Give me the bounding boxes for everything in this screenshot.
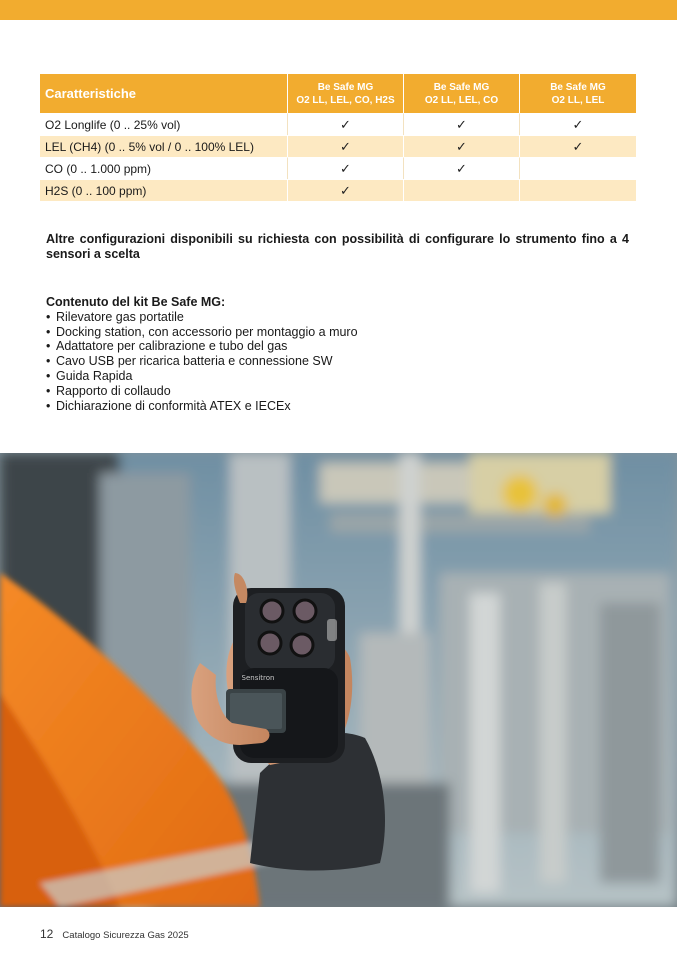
check-cell: ✓ (519, 113, 636, 135)
list-item: • Cavo USB per ricarica batteria e connessione SW (46, 354, 606, 369)
model-sensors: O2 LL, LEL (551, 94, 605, 106)
publication-title: Catalogo Sicurezza Gas 2025 (62, 930, 189, 941)
table-row (40, 113, 636, 135)
device-brand-label: Sensitron (241, 674, 275, 682)
check-cell: ✓ (519, 135, 636, 157)
header-model-3 (519, 74, 636, 113)
header-model-2 (403, 74, 519, 113)
model-sensors: O2 LL, LEL, CO (424, 94, 499, 106)
table-row (40, 157, 636, 179)
specifications-table (40, 74, 636, 201)
row-label: O2 Longlife (0 .. 25% vol) (40, 113, 287, 135)
model-sensors: O2 LL, LEL, CO, H2S (296, 94, 395, 106)
check-cell: ✓ (287, 113, 403, 135)
photo-illustration (0, 453, 677, 907)
header-model-1 (287, 74, 403, 113)
check-cell: ✓ (287, 179, 403, 201)
table-row (40, 135, 636, 157)
check-cell: ✓ (287, 157, 403, 179)
kit-list (46, 310, 606, 414)
kit-title: Contenuto del kit Be Safe MG: (46, 295, 226, 309)
model-name: Be Safe MG (550, 81, 606, 93)
row-label: H2S (0 .. 100 ppm) (40, 179, 287, 201)
list-item: • Rilevatore gas portatile (46, 310, 606, 325)
top-accent-bar (0, 0, 677, 20)
product-photo (0, 453, 677, 907)
check-cell: ✓ (287, 135, 403, 157)
table-row (40, 179, 636, 201)
header-characteristics: Caratteristiche (40, 74, 287, 113)
check-cell: ✓ (403, 157, 519, 179)
list-item: • Docking station, con accessorio per montaggio a muro (46, 325, 606, 340)
check-cell: ✓ (403, 113, 519, 135)
list-item: • Rapporto di collaudo (46, 384, 606, 399)
row-label: CO (0 .. 1.000 ppm) (40, 157, 287, 179)
list-item: • Adattatore per calibrazione e tubo del gas (46, 339, 606, 354)
list-item: • Dichiarazione di conformità ATEX e IECEx (46, 399, 606, 414)
page-number: 12 (40, 927, 54, 941)
check-cell: ✓ (403, 135, 519, 157)
configuration-note: Altre configurazioni disponibili su richiesta con possibilità di configurare lo strumento fino a 4 sensori a scelta (46, 231, 629, 261)
page-footer (40, 927, 189, 941)
check-cell (403, 179, 519, 201)
table-header-row (40, 74, 636, 113)
check-cell (519, 157, 636, 179)
model-name: Be Safe MG (433, 81, 490, 93)
row-label: LEL (CH4) (0 .. 5% vol / 0 .. 100% LEL) (40, 135, 287, 157)
list-item: • Guida Rapida (46, 369, 606, 384)
model-name: Be Safe MG (317, 81, 374, 93)
check-cell (519, 179, 636, 201)
kit-contents (46, 295, 606, 413)
